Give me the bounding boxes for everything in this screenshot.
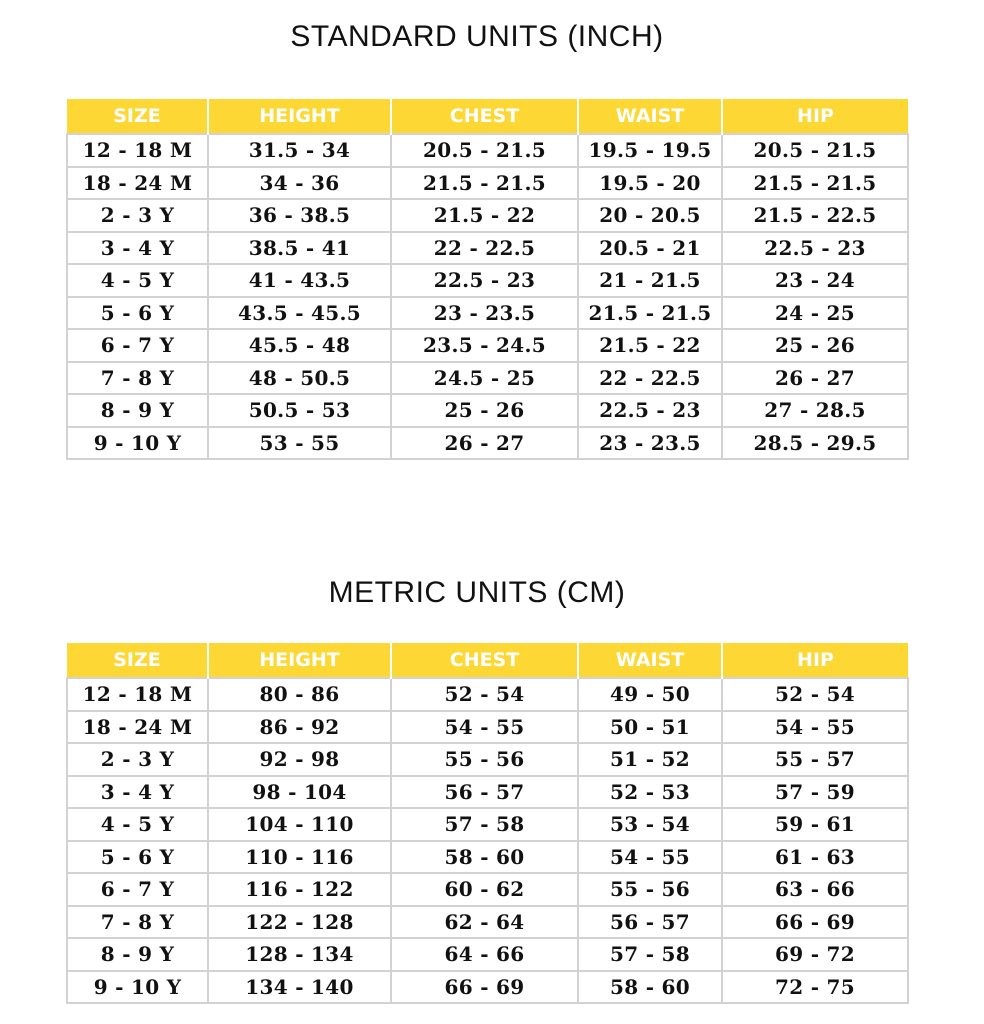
cell-size: 12 - 18 M — [67, 134, 208, 167]
cell-size: 5 - 6 Y — [67, 841, 208, 874]
cell-hip: 52 - 54 — [722, 678, 908, 711]
cell-height: 110 - 116 — [208, 841, 391, 874]
cell-chest: 25 - 26 — [391, 394, 578, 427]
cell-waist: 52 - 53 — [578, 776, 722, 809]
cell-waist: 57 - 58 — [578, 938, 722, 971]
cell-hip: 57 - 59 — [722, 776, 908, 809]
cell-waist: 20.5 - 21 — [578, 232, 722, 265]
cell-height: 134 - 140 — [208, 971, 391, 1004]
cell-chest: 26 - 27 — [391, 427, 578, 460]
header-hip: HIP — [722, 643, 908, 678]
header-chest: CHEST — [391, 643, 578, 678]
cell-waist: 21.5 - 21.5 — [578, 297, 722, 330]
header-height: HEIGHT — [208, 99, 391, 134]
table-row — [67, 678, 908, 711]
cell-chest: 23 - 23.5 — [391, 297, 578, 330]
cell-size: 2 - 3 Y — [67, 743, 208, 776]
header-size: SIZE — [67, 643, 208, 678]
cell-hip: 23 - 24 — [722, 264, 908, 297]
table-row — [67, 841, 908, 874]
cell-chest: 52 - 54 — [391, 678, 578, 711]
cell-height: 48 - 50.5 — [208, 362, 391, 395]
cell-size: 2 - 3 Y — [67, 199, 208, 232]
cell-waist: 58 - 60 — [578, 971, 722, 1004]
standard-size-table — [66, 99, 909, 460]
cell-hip: 69 - 72 — [722, 938, 908, 971]
cell-hip: 21.5 - 22.5 — [722, 199, 908, 232]
cell-chest: 60 - 62 — [391, 873, 578, 906]
cell-waist: 54 - 55 — [578, 841, 722, 874]
cell-height: 45.5 - 48 — [208, 329, 391, 362]
cell-hip: 72 - 75 — [722, 971, 908, 1004]
cell-height: 36 - 38.5 — [208, 199, 391, 232]
table-row — [67, 134, 908, 167]
cell-hip: 25 - 26 — [722, 329, 908, 362]
cell-height: 116 - 122 — [208, 873, 391, 906]
cell-chest: 20.5 - 21.5 — [391, 134, 578, 167]
cell-height: 34 - 36 — [208, 167, 391, 200]
table-row — [67, 711, 908, 744]
cell-hip: 59 - 61 — [722, 808, 908, 841]
table-row — [67, 873, 908, 906]
cell-hip: 66 - 69 — [722, 906, 908, 939]
cell-size: 18 - 24 M — [67, 711, 208, 744]
table-row — [67, 971, 908, 1004]
table-row — [67, 297, 908, 330]
cell-height: 50.5 - 53 — [208, 394, 391, 427]
header-waist: WAIST — [578, 99, 722, 134]
cell-chest: 21.5 - 21.5 — [391, 167, 578, 200]
cell-hip: 54 - 55 — [722, 711, 908, 744]
cell-chest: 66 - 69 — [391, 971, 578, 1004]
cell-size: 12 - 18 M — [67, 678, 208, 711]
cell-height: 38.5 - 41 — [208, 232, 391, 265]
cell-height: 53 - 55 — [208, 427, 391, 460]
cell-size: 9 - 10 Y — [67, 971, 208, 1004]
cell-chest: 55 - 56 — [391, 743, 578, 776]
header-waist: WAIST — [578, 643, 722, 678]
cell-chest: 56 - 57 — [391, 776, 578, 809]
metric-size-table — [66, 643, 909, 1004]
cell-waist: 19.5 - 19.5 — [578, 134, 722, 167]
table-row — [67, 329, 908, 362]
table-row — [67, 427, 908, 460]
cell-hip: 21.5 - 21.5 — [722, 167, 908, 200]
cell-size: 5 - 6 Y — [67, 297, 208, 330]
cell-size: 4 - 5 Y — [67, 808, 208, 841]
cell-waist: 21.5 - 22 — [578, 329, 722, 362]
cell-height: 98 - 104 — [208, 776, 391, 809]
cell-hip: 63 - 66 — [722, 873, 908, 906]
cell-waist: 56 - 57 — [578, 906, 722, 939]
cell-height: 80 - 86 — [208, 678, 391, 711]
cell-height: 92 - 98 — [208, 743, 391, 776]
cell-size: 8 - 9 Y — [67, 394, 208, 427]
cell-hip: 20.5 - 21.5 — [722, 134, 908, 167]
cell-waist: 21 - 21.5 — [578, 264, 722, 297]
cell-waist: 20 - 20.5 — [578, 199, 722, 232]
cell-chest: 64 - 66 — [391, 938, 578, 971]
table-row — [67, 232, 908, 265]
header-height: HEIGHT — [208, 643, 391, 678]
cell-hip: 22.5 - 23 — [722, 232, 908, 265]
table-header-row — [67, 643, 908, 678]
header-chest: CHEST — [391, 99, 578, 134]
cell-height: 86 - 92 — [208, 711, 391, 744]
cell-hip: 24 - 25 — [722, 297, 908, 330]
cell-size: 3 - 4 Y — [67, 232, 208, 265]
table-row — [67, 906, 908, 939]
cell-waist: 50 - 51 — [578, 711, 722, 744]
cell-size: 9 - 10 Y — [67, 427, 208, 460]
metric-units-title: METRIC UNITS (CM) — [328, 576, 626, 609]
table-row — [67, 167, 908, 200]
cell-height: 128 - 134 — [208, 938, 391, 971]
cell-chest: 58 - 60 — [391, 841, 578, 874]
table-header-row — [67, 99, 908, 134]
cell-chest: 62 - 64 — [391, 906, 578, 939]
cell-size: 6 - 7 Y — [67, 873, 208, 906]
cell-waist: 51 - 52 — [578, 743, 722, 776]
cell-height: 41 - 43.5 — [208, 264, 391, 297]
table-row — [67, 743, 908, 776]
cell-waist: 19.5 - 20 — [578, 167, 722, 200]
cell-size: 7 - 8 Y — [67, 362, 208, 395]
cell-waist: 49 - 50 — [578, 678, 722, 711]
cell-height: 122 - 128 — [208, 906, 391, 939]
header-size: SIZE — [67, 99, 208, 134]
table-row — [67, 776, 908, 809]
cell-hip: 28.5 - 29.5 — [722, 427, 908, 460]
cell-waist: 22.5 - 23 — [578, 394, 722, 427]
cell-height: 43.5 - 45.5 — [208, 297, 391, 330]
cell-size: 3 - 4 Y — [67, 776, 208, 809]
cell-size: 6 - 7 Y — [67, 329, 208, 362]
cell-hip: 26 - 27 — [722, 362, 908, 395]
cell-waist: 23 - 23.5 — [578, 427, 722, 460]
cell-chest: 22.5 - 23 — [391, 264, 578, 297]
standard-units-title: STANDARD UNITS (INCH) — [290, 20, 664, 53]
cell-chest: 57 - 58 — [391, 808, 578, 841]
table-row — [67, 394, 908, 427]
cell-chest: 23.5 - 24.5 — [391, 329, 578, 362]
cell-chest: 22 - 22.5 — [391, 232, 578, 265]
cell-size: 8 - 9 Y — [67, 938, 208, 971]
cell-chest: 24.5 - 25 — [391, 362, 578, 395]
cell-height: 31.5 - 34 — [208, 134, 391, 167]
cell-chest: 54 - 55 — [391, 711, 578, 744]
table-row — [67, 362, 908, 395]
header-hip: HIP — [722, 99, 908, 134]
cell-waist: 22 - 22.5 — [578, 362, 722, 395]
table-row — [67, 808, 908, 841]
cell-size: 4 - 5 Y — [67, 264, 208, 297]
table-row — [67, 264, 908, 297]
cell-hip: 27 - 28.5 — [722, 394, 908, 427]
cell-hip: 55 - 57 — [722, 743, 908, 776]
cell-waist: 53 - 54 — [578, 808, 722, 841]
cell-hip: 61 - 63 — [722, 841, 908, 874]
table-row — [67, 938, 908, 971]
cell-height: 104 - 110 — [208, 808, 391, 841]
cell-size: 7 - 8 Y — [67, 906, 208, 939]
table-row — [67, 199, 908, 232]
cell-waist: 55 - 56 — [578, 873, 722, 906]
cell-size: 18 - 24 M — [67, 167, 208, 200]
cell-chest: 21.5 - 22 — [391, 199, 578, 232]
